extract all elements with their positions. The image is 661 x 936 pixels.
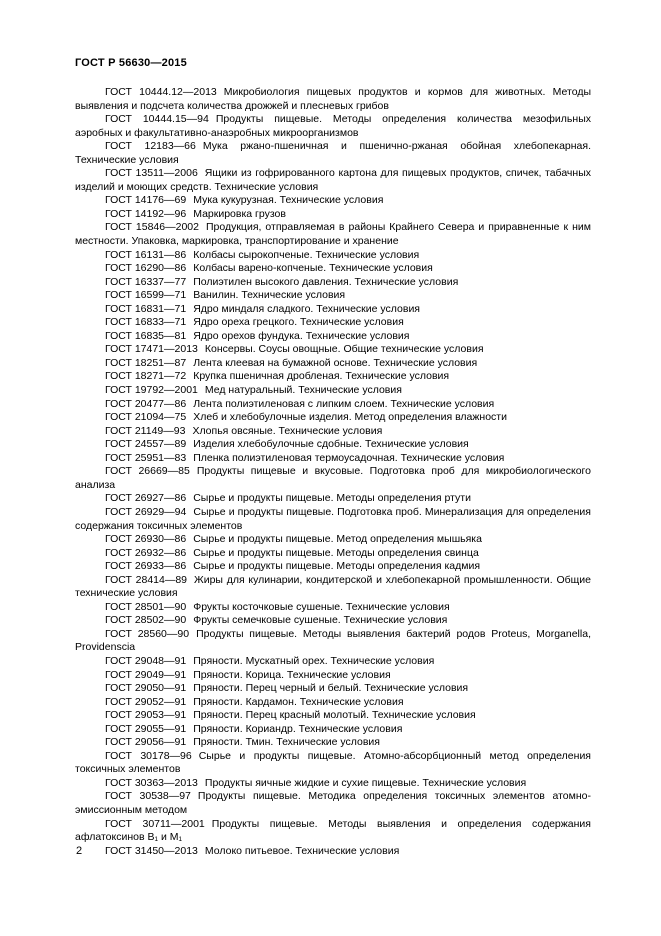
standard-title: Хлеб и хлебобулочные изделия. Метод определения влажности <box>193 411 507 424</box>
standard-title: Мука кукурузная. Технические условия <box>193 194 384 207</box>
standard-title: Пленка полиэтиленовая термоусадочная. Технические условия <box>193 451 505 464</box>
standard-title: Ядро ореха грецкого. Технические условия <box>193 316 404 329</box>
standard-entry <box>75 86 591 113</box>
standard-number: ГОСТ 30538—97 <box>105 790 191 803</box>
standard-title: Продукты пищевые. Методы выявления и определения содержания афлатоксинов В₁ и М₁ <box>75 817 591 844</box>
standard-entry <box>75 113 591 140</box>
standard-title: Ванилин. Технические условия <box>193 289 346 302</box>
standard-title: Колбасы сырокопченые. Технические условия <box>193 248 420 261</box>
standard-title: Сырье и продукты пищевые. Методы определения ртути <box>193 492 471 505</box>
standard-title: Продукты пищевые. Методы выявления бактерий родов Proteus, Morganella, Providenscia <box>75 627 591 654</box>
standard-entry <box>75 655 591 669</box>
standard-title: Фрукты косточковые сушеные. Технические условия <box>193 600 450 613</box>
standard-title: Пряности. Перец красный молотый. Технические условия <box>193 709 476 722</box>
standard-title: Крупка пшеничная дробленая. Технические условия <box>193 370 450 383</box>
standard-number: ГОСТ 20477—86 <box>105 397 187 410</box>
standard-entry <box>75 452 591 466</box>
standard-number: ГОСТ 21149—93 <box>105 424 186 437</box>
standard-entry <box>75 140 591 167</box>
standard-title: Жиры для кулинарии, кондитерской и хлебопекарной промышленности. Общие технические условия <box>75 573 591 600</box>
standard-number: ГОСТ 16835—81 <box>105 329 187 342</box>
standard-title: Продукты пищевые. Методы определения количества мезофильных аэробных и факультативно-анаэробных микроорганизмов <box>75 113 591 139</box>
standard-number: ГОСТ 29056—91 <box>105 736 187 749</box>
standard-title: Консервы. Соусы овощные. Общие технические условия <box>204 343 484 356</box>
standard-title: Пряности. Кардамон. Технические условия <box>193 695 404 708</box>
standard-title: Продукты пищевые и вкусовые. Подготовка проб для микробиологического анализа <box>75 465 591 491</box>
standard-title: Ящики из гофрированного картона для пищевых продуктов, спичек, табачных изделий и моющих средств. Технические условия <box>75 167 592 193</box>
standard-entry <box>75 845 591 859</box>
standard-entry <box>75 547 591 561</box>
standard-title: Полиэтилен высокого давления. Технические условия <box>193 275 459 288</box>
standard-number: ГОСТ 18251—87 <box>105 356 187 369</box>
standard-entry <box>75 506 591 533</box>
standard-number: ГОСТ 26930—86 <box>105 533 187 546</box>
standard-number: ГОСТ 28501—90 <box>105 600 187 613</box>
standard-entry <box>75 262 591 276</box>
standard-entry <box>75 289 591 303</box>
standard-number: ГОСТ 30178—96 <box>105 749 192 762</box>
standard-entry <box>75 194 591 208</box>
standard-number: ГОСТ 28560—90 <box>105 627 190 640</box>
standard-number: ГОСТ 10444.12—2013 <box>105 86 217 98</box>
standard-entry <box>75 276 591 290</box>
standard-number: ГОСТ 10444.15—94 <box>105 113 209 126</box>
standard-title: Сырье и продукты пищевые. Метод определения мышьяка <box>193 533 482 546</box>
standard-number: ГОСТ 25951—83 <box>105 451 187 464</box>
standard-title: Мед натуральный. Технические условия <box>204 384 402 397</box>
standard-number: ГОСТ 29049—91 <box>105 668 187 681</box>
standard-number: ГОСТ 16831—71 <box>105 302 187 315</box>
standard-number: ГОСТ 13511—2006 <box>105 167 198 180</box>
standard-number: ГОСТ 17471—2013 <box>105 343 198 356</box>
standard-entry <box>75 709 591 723</box>
standard-entry <box>75 316 591 330</box>
standard-number: ГОСТ 26929—94 <box>105 505 187 518</box>
standard-entry <box>75 167 591 194</box>
standard-title: Пряности. Перец черный и белый. Технические условия <box>193 682 469 695</box>
standard-number: ГОСТ 29052—91 <box>105 695 187 708</box>
standard-number: ГОСТ 30363—2013 <box>105 776 198 789</box>
standard-entry <box>75 465 591 492</box>
standard-entry <box>75 249 591 263</box>
standard-number: ГОСТ 14192—96 <box>105 207 187 220</box>
standard-title: Хлопья овсяные. Технические условия <box>192 424 383 437</box>
standard-number: ГОСТ 26933—86 <box>105 560 187 573</box>
standard-title: Лента полиэтиленовая с липким слоем. Технические условия <box>193 397 495 410</box>
standard-entry <box>75 790 591 817</box>
standard-number: ГОСТ 31450—2013 <box>105 844 198 857</box>
standard-title: Продукты яичные жидкие и сухие пищевые. Технические условия <box>204 776 527 789</box>
standard-entry <box>75 303 591 317</box>
standard-number: ГОСТ 16833—71 <box>105 316 187 329</box>
standard-title: Ядро орехов фундука. Технические условия <box>193 329 410 342</box>
standard-entry <box>75 574 591 601</box>
standard-title: Пряности. Кориандр. Технические условия <box>193 722 403 735</box>
standard-number: ГОСТ 28502—90 <box>105 614 187 627</box>
standard-number: ГОСТ 16599—71 <box>105 289 187 302</box>
standard-entry <box>75 357 591 371</box>
standard-number: ГОСТ 28414—89 <box>105 573 188 586</box>
standard-entry <box>75 736 591 750</box>
standard-number: ГОСТ 15846—2002 <box>105 221 199 234</box>
standard-entry <box>75 411 591 425</box>
standard-number: ГОСТ 12183—66 <box>105 140 196 153</box>
document-header: ГОСТ Р 56630—2015 <box>75 57 187 69</box>
standard-entry <box>75 208 591 222</box>
standard-number: ГОСТ 14176—69 <box>105 194 187 207</box>
standard-number: ГОСТ 26927—86 <box>105 492 187 505</box>
standard-entry <box>75 438 591 452</box>
standard-title: Ядро миндаля сладкого. Технические условия <box>193 302 420 315</box>
standard-number: ГОСТ 26669—85 <box>105 465 190 478</box>
standard-number: ГОСТ 16290—86 <box>105 262 187 275</box>
standard-title: Изделия хлебобулочные сдобные. Технические условия <box>193 438 469 451</box>
standard-entry <box>75 628 591 655</box>
standard-title: Фрукты семечковые сушеные. Технические условия <box>193 614 448 627</box>
standard-entry <box>75 696 591 710</box>
standard-entry <box>75 221 591 248</box>
standard-entry <box>75 330 591 344</box>
standard-entry <box>75 343 591 357</box>
standard-number: ГОСТ 24557—89 <box>105 438 187 451</box>
standard-number: ГОСТ 29053—91 <box>105 709 187 722</box>
standard-entry <box>75 750 591 777</box>
standard-entry <box>75 614 591 628</box>
standard-number: ГОСТ 26932—86 <box>105 546 187 559</box>
standard-entry <box>75 818 591 845</box>
standard-entry <box>75 384 591 398</box>
standard-title: Молоко питьевое. Технические условия <box>204 844 400 857</box>
standard-entry <box>75 398 591 412</box>
standard-entry <box>75 777 591 791</box>
standards-list <box>75 86 591 858</box>
standard-title: Сырье и продукты пищевые. Методы определения кадмия <box>193 560 481 573</box>
standard-title: Сырье и продукты пищевые. Методы определения свинца <box>193 546 479 559</box>
standard-number: ГОСТ 16337—77 <box>105 275 187 288</box>
standard-title: Колбасы варено-копченые. Технические условия <box>193 262 433 275</box>
standard-entry <box>75 682 591 696</box>
standard-entry <box>75 601 591 615</box>
standard-title: Пряности. Корица. Технические условия <box>193 668 391 681</box>
standard-title: Пряности. Мускатный орех. Технические условия <box>193 654 435 667</box>
standard-number: ГОСТ 30711—2001 <box>105 817 205 830</box>
standard-title: Микробиология пищевых продуктов и кормов для животных. Методы выявления и подсчета количества дрожжей и плесневых грибов <box>75 86 591 112</box>
standard-title: Сырье и продукты пищевые. Подготовка проб. Минерализация для определения содержания токсичных элементов <box>75 505 591 532</box>
standard-entry <box>75 533 591 547</box>
standard-number: ГОСТ 29055—91 <box>105 722 187 735</box>
standard-number: ГОСТ 21094—75 <box>105 411 187 424</box>
standard-entry <box>75 492 591 506</box>
standard-entry <box>75 723 591 737</box>
standard-number: ГОСТ 16131—86 <box>105 248 187 261</box>
standard-number: ГОСТ 19792—2001 <box>105 384 198 397</box>
standard-title: Сырье и продукты пищевые. Атомно-абсорбционный метод определения токсичных элементов <box>75 749 591 776</box>
standard-entry <box>75 669 591 683</box>
standard-number: ГОСТ 29048—91 <box>105 654 187 667</box>
standard-title: Мука ржано-пшеничная и пшенично-ржаная обойная хлебопекарная. Технические условия <box>75 140 591 166</box>
standard-entry <box>75 560 591 574</box>
standard-number: ГОСТ 29050—91 <box>105 682 187 695</box>
standard-title: Лента клеевая на бумажной основе. Технические условия <box>193 356 478 369</box>
standard-title: Пряности. Тмин. Технические условия <box>193 736 380 749</box>
standard-number: ГОСТ 18271—72 <box>105 370 187 383</box>
page-number: 2 <box>76 845 83 857</box>
standard-title: Маркировка грузов <box>193 207 286 220</box>
standard-entry <box>75 370 591 384</box>
standard-entry <box>75 425 591 439</box>
standard-title: Продукты пищевые. Методика определения токсичных элементов атомно-эмиссионным методом <box>75 790 591 816</box>
standard-title: Продукция, отправляемая в районы Крайнего Севера и приравненные к ним местности. Упаковка, маркировка, транспортирование и хранение <box>75 221 591 248</box>
